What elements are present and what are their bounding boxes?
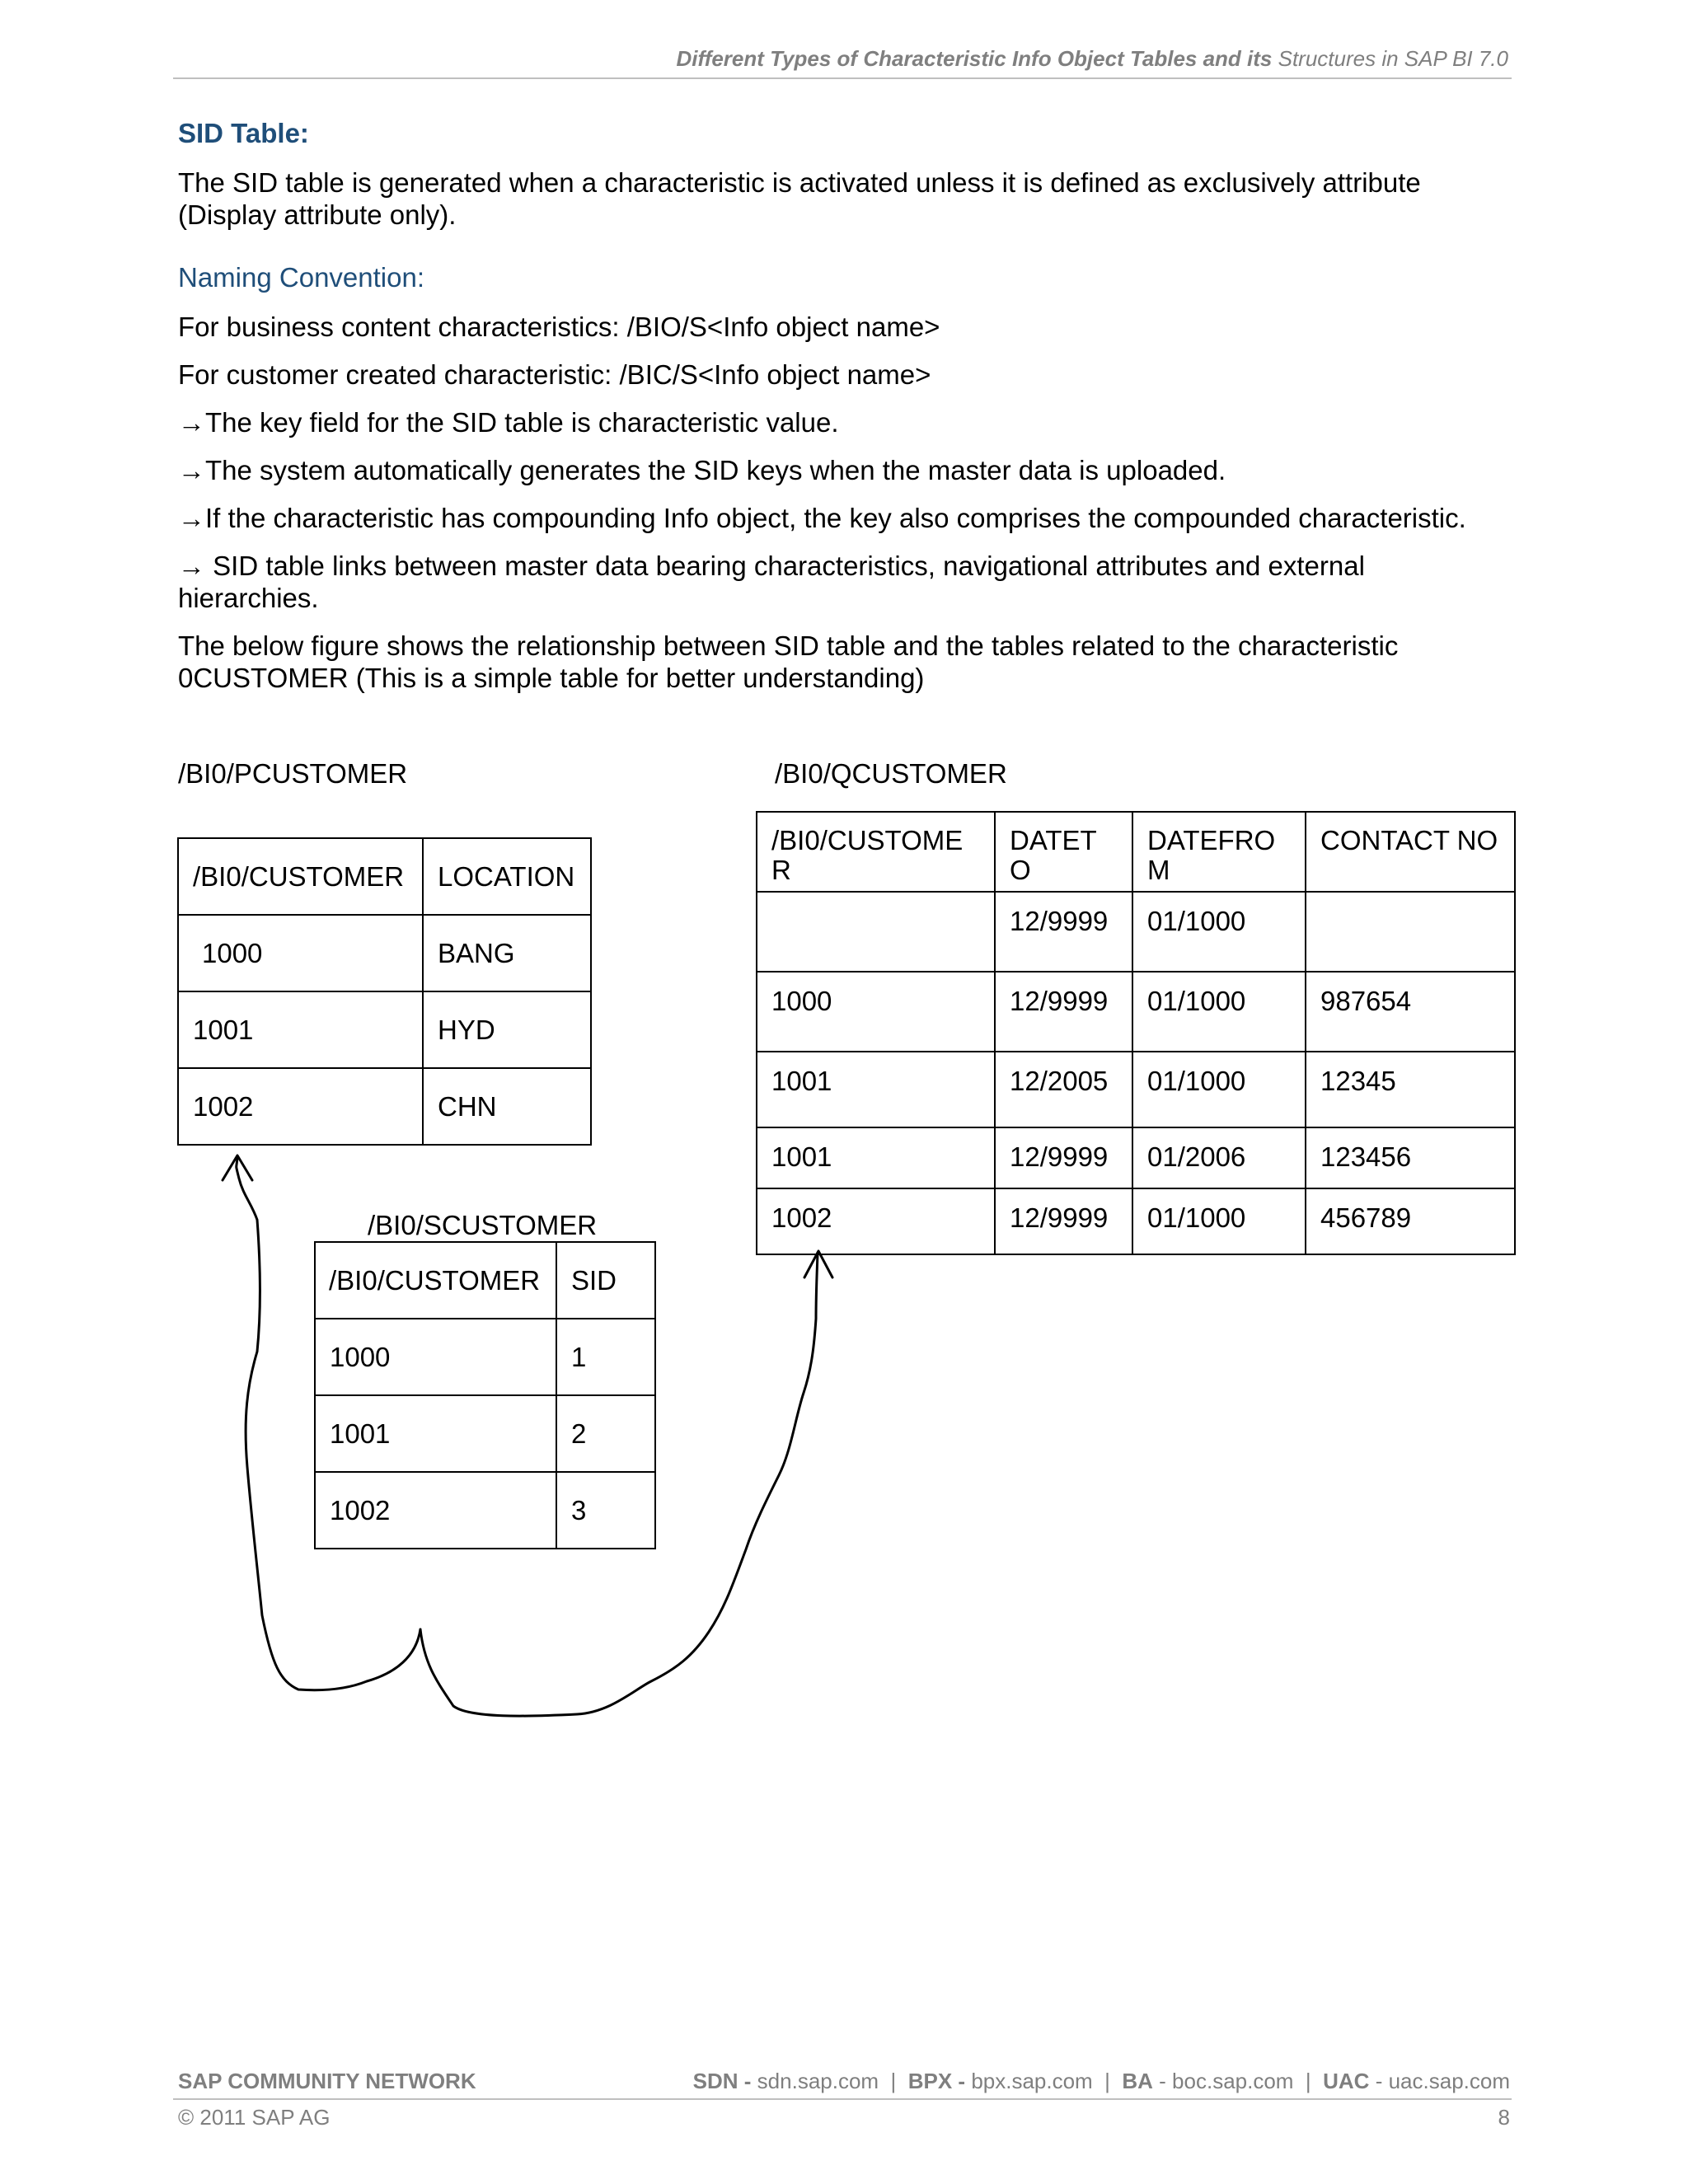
arrow-to-pcustomer: [237, 1157, 420, 1690]
header-title-bold: Different Types of Characteristic Info Object Tables and its: [676, 46, 1273, 71]
bullet-line: hierarchies.: [178, 583, 319, 613]
section-heading: SID Table:: [178, 118, 309, 148]
table-cell: 01/1000: [1132, 892, 1306, 972]
table-cell: 12/2005: [995, 1052, 1132, 1127]
table-cell: 12/9999: [995, 892, 1132, 972]
table-cell: CHN: [423, 1068, 591, 1145]
naming-business: For business content characteristics: /BIO/S<Info object name>: [178, 312, 940, 342]
arrow-to-qcustomer: [420, 1253, 818, 1716]
table-cell: 1002: [315, 1472, 556, 1549]
table-header-cell: SID: [556, 1242, 655, 1319]
table-cell: 2: [556, 1395, 655, 1472]
table-cell: 12/9999: [995, 1127, 1132, 1188]
table-header-cell: CONTACT NO: [1306, 812, 1515, 892]
naming-convention-heading: Naming Convention:: [178, 262, 424, 293]
table-cell: 1000: [315, 1319, 556, 1395]
footer-bpx-label: BPX -: [907, 2069, 966, 2093]
table-cell: 12/9999: [995, 1188, 1132, 1254]
intro-line: The SID table is generated when a characteristic is activated unless it is defined as exclusively attribute: [178, 167, 1421, 198]
footer-ba-label: BA: [1122, 2069, 1153, 2093]
bullet-sid-keys: →The system automatically generates the SID keys when the master data is uploaded.: [178, 455, 1226, 485]
pcustomer-label: /BI0/PCUSTOMER: [178, 758, 408, 789]
table-cell: 3: [556, 1472, 655, 1549]
footer-uac-label: UAC: [1323, 2069, 1370, 2093]
table-header-cell: /BI0/CUSTOMER: [315, 1242, 556, 1319]
header-title-rest: Structures in SAP BI 7.0: [1278, 46, 1508, 71]
table-cell: 1002: [178, 1068, 423, 1145]
table-cell: 01/1000: [1132, 1052, 1306, 1127]
table-header-cell: /BI0/CUSTOMER: [178, 838, 423, 915]
bullet-compounding: →If the characteristic has compounding Info object, the key also comprises the compounded characteristic.: [178, 503, 1466, 533]
footer-ba-link[interactable]: - boc.sap.com: [1159, 2069, 1294, 2093]
page-number: 8: [1498, 2105, 1510, 2130]
table-header-cell: /BI0/CUSTOME R: [757, 812, 995, 892]
table-cell: 1: [556, 1319, 655, 1395]
footer-divider: [173, 2098, 1512, 2100]
table-header-cell: DATET O: [995, 812, 1132, 892]
footer-links: SDN - sdn.sap.com | BPX - bpx.sap.com | BA - boc.sap.com | UAC - uac.sap.com: [692, 2069, 1510, 2093]
table-cell: 1001: [757, 1127, 995, 1188]
table-cell: 1001: [757, 1052, 995, 1127]
table-cell: 1000: [757, 972, 995, 1052]
table-cell: HYD: [423, 991, 591, 1068]
intro-line: (Display attribute only).: [178, 199, 457, 230]
table-cell: 12345: [1306, 1052, 1515, 1127]
table-cell: BANG: [423, 915, 591, 991]
table-cell: 1001: [178, 991, 423, 1068]
table-cell: 01/1000: [1132, 972, 1306, 1052]
footer-sdn-label: SDN -: [692, 2069, 752, 2093]
naming-customer: For customer created characteristic: /BIC/S<Info object name>: [178, 359, 931, 390]
footer-uac-link[interactable]: - uac.sap.com: [1375, 2069, 1510, 2093]
bullet-key-field: →The key field for the SID table is characteristic value.: [178, 407, 839, 438]
qcustomer-label: /BI0/QCUSTOMER: [775, 758, 1007, 789]
table-cell: 987654: [1306, 972, 1515, 1052]
bullet-line: → SID table links between master data bearing characteristics, navigational attributes and external: [178, 551, 1365, 581]
scustomer-label: /BI0/SCUSTOMER: [368, 1210, 598, 1240]
table-cell: 1001: [315, 1395, 556, 1472]
figure-intro-line: The below figure shows the relationship between SID table and the tables related to the characteristic: [178, 630, 1399, 661]
footer-bpx-link[interactable]: bpx.sap.com: [971, 2069, 1093, 2093]
table-cell: 1002: [757, 1188, 995, 1254]
table-cell: 01/1000: [1132, 1188, 1306, 1254]
table-header-cell: DATEFRO M: [1132, 812, 1306, 892]
table-header-cell: LOCATION: [423, 838, 591, 915]
footer-sdn-link[interactable]: sdn.sap.com: [757, 2069, 879, 2093]
table-cell: 12/9999: [995, 972, 1132, 1052]
footer-copyright: © 2011 SAP AG: [178, 2105, 331, 2130]
figure-intro-line: 0CUSTOMER (This is a simple table for better understanding): [178, 663, 925, 693]
table-cell: 1000: [178, 915, 423, 991]
table-cell: 01/2006: [1132, 1127, 1306, 1188]
table-cell: 123456: [1306, 1127, 1515, 1188]
footer-network: SAP COMMUNITY NETWORK: [178, 2069, 476, 2093]
table-cell: 456789: [1306, 1188, 1515, 1254]
